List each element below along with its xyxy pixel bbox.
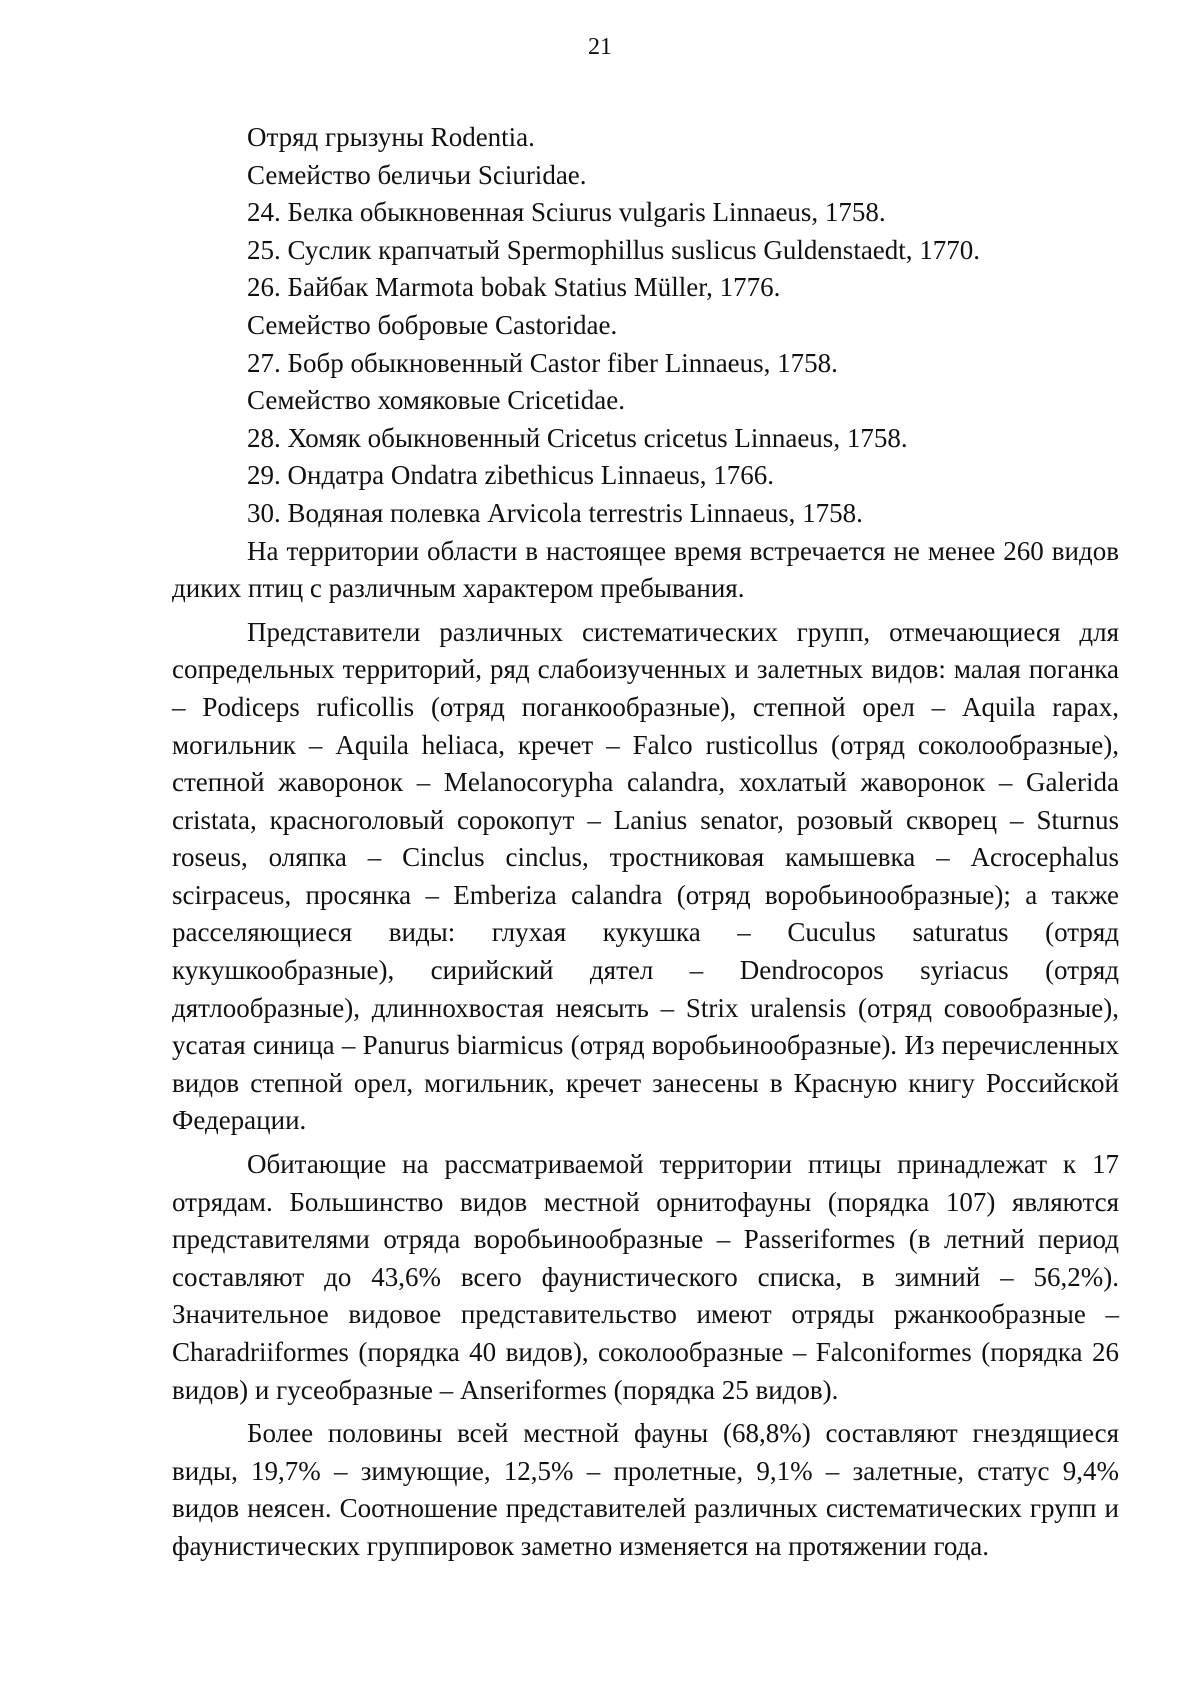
list-line-species-28: 28. Хомяк обыкновенный Cricetus cricetus Linnaeus, 1758. (247, 422, 908, 453)
list-line-order-rodentia: Отряд грызуны Rodentia. (247, 122, 535, 152)
page-content (172, 119, 1119, 1566)
list-line-species-30: 30. Водяная полевка Arvicola terrestris Linnaeus, 1758. (247, 497, 863, 528)
list-line-species-24: 24. Белка обыкновенная Sciurus vulgaris Linnaeus, 1758. (247, 197, 886, 228)
list-line-family-castoridae: Семейство бобровые Castoridae. (247, 309, 618, 340)
list-line-family-cricetidae: Семейство хомяковые Cricetidae. (247, 385, 625, 416)
list-line-species-26: 26. Байбак Marmota bobak Statius Müller, 1776. (247, 272, 781, 303)
paragraph-orders: Обитающие на рассматриваемой территории птицы принадлежат к 17 отрядам. Большинство видов местной орнитофауны (порядка 107) являются представителями отряда воробьинообразные – Passeriformes (в летний период составляют до 43,6% всего фаунистического списка, в зимний – 56,2%). Значительное видовое представительство имеют отряды ржанкообразные – Charadriiformes (порядка 40 видов), соколообразные – Falconiformes (порядка 26 видов) и гусеобразные – Anseriformes (порядка 25 видов). (172, 1149, 1119, 1405)
paragraph-rare-species: Представители различных систематических групп, отмечающиеся для сопредельных территорий, ряд слабоизученных и залетных видов: малая поганка – Podiceps ruficollis (отряд поганкообразные), степной орел – Aquila rapax, могильник – Aquila heliaca, кречет – Falco rusticollus (отряд соколообразные), степной жаворонок – Melanocorypha calandra, хохлатый жаворонок – Galerida cristata, красноголовый сорокопут – Lanius senator, розовый скворец – Sturnus roseus, оляпка – Cinclus cinclus, тростниковая камышевка – Acrocephalus scirpaceus, просянка – Emberiza calandra (отряд воробьинообразные); а также расселяющиеся виды: глухая кукушка – Cuculus saturatus (отряд кукушкообразные), сирийский дятел – Dendrocopos syriacus (отряд дятлообразные), длиннохвостая неясыть – Strix uralensis (отряд совообразные), усатая синица – Panurus biarmicus (отряд воробьинообразные). Из перечисленных видов степной орел, могильник, кречет занесены в Красную книгу Российской Федерации. (172, 616, 1119, 1136)
page-number: 21 (588, 34, 612, 60)
list-line-species-29: 29. Ондатра Ondatra zibethicus Linnaeus, 1766. (247, 460, 774, 491)
list-line-family-sciuridae: Семейство беличьи Sciuridae. (247, 159, 587, 190)
paragraph-status: Более половины всей местной фауны (68,8%) составляют гнездящиеся виды, 19,7% – зимующие, 12,5% – пролетные, 9,1% – залетные, статус 9,4% видов неясен. Соотношение представителей различных систематических групп и фаунистических группировок заметно изменяется на протяжении года. (172, 1418, 1119, 1561)
paragraph-bird-count: На территории области в настоящее время встречается не менее 260 видов диких птиц с различным характером пребывания. (172, 535, 1119, 604)
list-line-species-25: 25. Суслик крапчатый Spermophillus suslicus Guldenstaedt, 1770. (247, 234, 981, 265)
list-line-species-27: 27. Бобр обыкновенный Castor fiber Linnaeus, 1758. (247, 347, 838, 378)
